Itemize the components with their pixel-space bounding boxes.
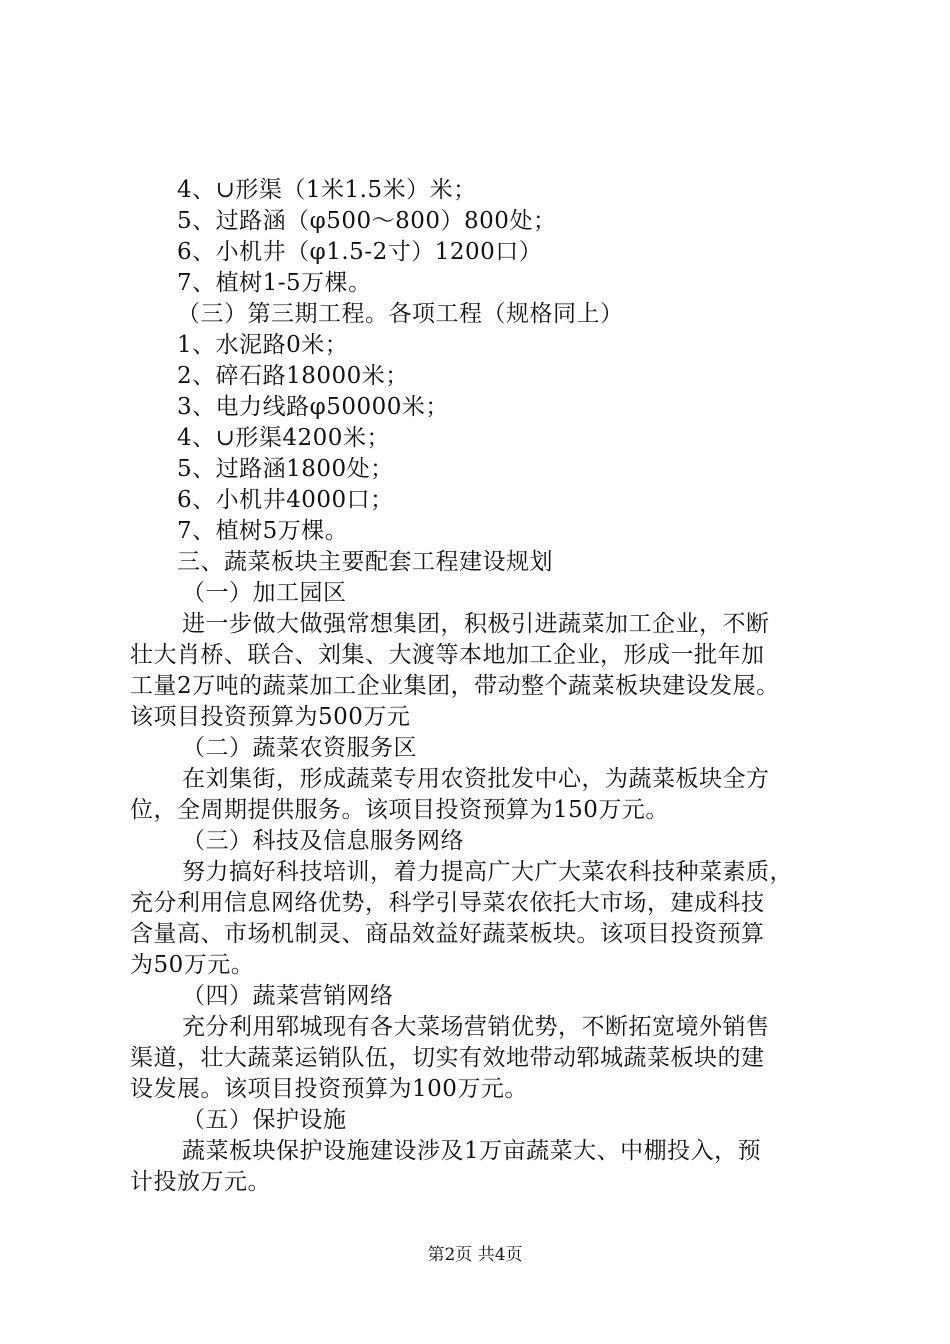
text-line: 3、电力线路φ50000米； bbox=[177, 394, 449, 420]
text-line: 渠道，壮大蔬菜运销队伍，切实有效地带动郓城蔬菜板块的建 bbox=[130, 1045, 765, 1071]
text-line: 该项目投资预算为500万元 bbox=[130, 704, 411, 730]
text-line: 努力搞好科技培训，着力提高广大广大菜农科技种菜素质， bbox=[182, 859, 793, 885]
text-line: 壮大肖桥、联合、刘集、大渡等本地加工企业，形成一批年加 bbox=[130, 642, 765, 668]
text-line: （三）科技及信息服务网络 bbox=[182, 828, 464, 854]
text-line: 6、小机井（φ1.5-2寸）1200口） bbox=[177, 239, 543, 265]
text-line: 位，全周期提供服务。该项目投资预算为150万元。 bbox=[130, 797, 669, 823]
text-line: 7、植树5万棵。 bbox=[177, 518, 349, 544]
text-line: （一）加工园区 bbox=[182, 580, 347, 606]
text-line: 设发展。该项目投资预算为100万元。 bbox=[130, 1076, 528, 1102]
text-line: 2、碎石路18000米； bbox=[177, 363, 409, 389]
text-line: 进一步做大做强常想集团，积极引进蔬菜加工企业，不断 bbox=[182, 611, 770, 637]
text-line: 为50万元。 bbox=[130, 952, 255, 978]
page-footer: 第2页 共4页 bbox=[427, 1245, 523, 1265]
text-line: （五）保护设施 bbox=[182, 1107, 347, 1133]
document-body bbox=[130, 175, 830, 1198]
text-line: 充分利用郓城现有各大菜场营销优势，不断拓宽境外销售 bbox=[182, 1014, 770, 1040]
text-line: 含量高、市场机制灵、商品效益好蔬菜板块。该项目投资预算 bbox=[130, 921, 765, 947]
text-line: 工量2万吨的蔬菜加工企业集团，带动整个蔬菜板块建设发展。 bbox=[130, 673, 780, 699]
text-line: 5、过路涵（φ500～800）800处； bbox=[177, 208, 557, 234]
text-line: 三、蔬菜板块主要配套工程建设规划 bbox=[177, 549, 553, 575]
text-line: （四）蔬菜营销网络 bbox=[182, 983, 394, 1009]
text-line: 4、∪形渠4200米； bbox=[177, 425, 390, 451]
text-line: 6、小机井4000口； bbox=[177, 487, 394, 513]
text-line: 蔬菜板块保护设施建设涉及1万亩蔬菜大、中棚投入，预 bbox=[182, 1138, 762, 1164]
text-line: （二）蔬菜农资服务区 bbox=[182, 735, 417, 761]
text-line: 在刘集街，形成蔬菜专用农资批发中心，为蔬菜板块全方 bbox=[182, 766, 770, 792]
text-line: 4、∪形渠（1米1.5米）米； bbox=[177, 177, 477, 203]
text-line: 7、植树1-5万棵。 bbox=[177, 270, 372, 296]
text-line: 5、过路涵1800处； bbox=[177, 456, 394, 482]
text-line: （三）第三期工程。各项工程（规格同上） bbox=[177, 301, 624, 327]
text-line: 充分利用信息网络优势，科学引导菜农依托大市场，建成科技 bbox=[130, 890, 765, 916]
text-line: 1、水泥路0米； bbox=[177, 332, 349, 358]
text-line: 计投放万元。 bbox=[130, 1169, 271, 1195]
